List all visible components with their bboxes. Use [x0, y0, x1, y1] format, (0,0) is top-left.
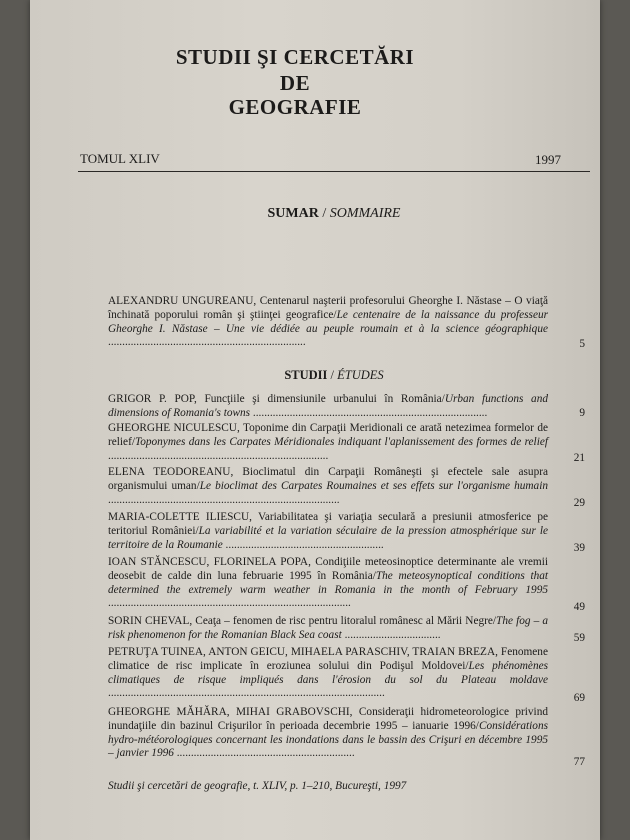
entry-authors: PETRUŢA TUINEA, ANTON GEICU, MIHAELA PARASCHIV, TRAIAN BREZA [108, 646, 496, 658]
entry-authors: SORIN CHEVAL [108, 615, 190, 627]
entry-title-ro: , Bioclimatul din Carpaţii Româneşti şi efectele sale asupra organismului uman/ [108, 466, 548, 492]
contents-heading [78, 206, 590, 222]
entry-title-ro: , Fenomene climatice de risc implicate în eroziunea solului din Podişul Moldovei/ [108, 646, 548, 672]
entry-authors: MARIA-COLETTE ILIESCU [108, 511, 250, 523]
entry-title-ro: , Consideraţii hidrometeorologice privind inundaţiile din bazinul Crişurilor în perioada decembrie 1995 – ianuarie 1996/ [108, 706, 548, 732]
footer-journal: Studii şi cercetări de geografie [108, 780, 248, 792]
entry-title-ro: , Toponime din Carpaţii Meridionali ce arată netezimea formelor de relief/ [108, 422, 548, 448]
entry-title-ro: , Centenarul naşterii profesorului Gheorghe I. Năstase – O viaţă închinată poporului român şi ştiinţei geografice/ [108, 295, 549, 321]
contents-heading-separator: / [318, 206, 330, 221]
studies-heading-fr: ÉTUDES [337, 368, 384, 382]
entry-page-number: 39 [573, 542, 585, 554]
entry-title-fr: Urban functions and dimensions of Romania's towns [108, 393, 548, 419]
year-label: 1997 [535, 152, 561, 167]
toc-entry [108, 466, 548, 507]
entry-page-number: 9 [579, 407, 585, 419]
entry-title-fr: Considérations hydro-météorologiques concernant les inondations dans le bassin des Crişuri en décembre 1995 – janvier 1996 [108, 719, 548, 760]
entry-leaders: .................................. [341, 628, 441, 641]
entry-title-ro: , Funcţiile şi dimensiunile urbanului în România/ [193, 393, 445, 405]
entry-leaders: ........................................................ [222, 538, 384, 551]
toc-entry [108, 511, 548, 552]
entry-leaders: ...................................................................................... [108, 597, 351, 610]
toc-entry [108, 422, 548, 463]
toc-entry [108, 706, 548, 761]
entry-page-number: 49 [573, 601, 585, 613]
entry-authors: GHEORGHE MĂHĂRA, MIHAI GRABOVSCHI [108, 706, 350, 718]
entry-authors: GHEORGHE NICULESCU [108, 422, 237, 434]
header-rule [78, 171, 590, 172]
journal-page [30, 0, 600, 840]
toc-entry [108, 646, 548, 701]
entry-authors: GRIGOR P. POP [108, 393, 194, 405]
entry-page-number: 59 [573, 632, 585, 644]
entry-title-ro: , Ceaţa – fenomen de risc pentru litoralul românesc al Mării Negre/ [189, 615, 497, 627]
toc-entry [108, 615, 548, 643]
toc-entry [108, 295, 548, 350]
entry-title-fr: The fog – a risk phenomenon for the Romanian Black Sea coast [108, 615, 549, 641]
toc-entry [108, 393, 548, 421]
entry-leaders: .................................................................................................. [108, 687, 385, 700]
footer-details: , t. XLIV, p. 1–210, Bucureşti, 1997 [247, 780, 407, 792]
entry-title-ro: , Variabilitatea şi variaţia seculară a presiunii atmosferice pe teritoriul României/ [108, 511, 548, 537]
entry-title-fr: Les phénomènes climatiques de risque impliqués dans l'érosion du sol du Plateau moldave [108, 659, 548, 686]
entry-title-fr: Toponymes dans les Carpates Méridionales indiquant l'aplanissement des formes de relief [134, 435, 548, 448]
entry-title-fr: The meteosynoptical conditions that determined the extremely warm weather in Romania in the month of February 1995 [108, 569, 549, 596]
journal-title-line1: STUDII ŞI CERCETĂRI [175, 45, 415, 69]
entry-leaders: ...................................................................... [108, 336, 306, 349]
entry-authors: ELENA TEODOREANU [108, 466, 231, 478]
entry-title-fr: Le centenaire de la naissance du professeur Gheorghe I. Năstase – Une vie dédiée au peuple roumain et à la science géographique [108, 308, 549, 335]
studies-heading-ro: STUDII [284, 368, 328, 382]
studies-heading-separator: / [327, 368, 338, 382]
studies-heading [78, 368, 590, 383]
entry-leaders: .............................................................................. [108, 449, 329, 462]
entry-page-number: 29 [573, 497, 585, 509]
entry-page-number: 77 [573, 756, 585, 768]
volume-label: TOMUL XLIV [80, 151, 160, 166]
entry-page-number: 21 [573, 452, 585, 464]
entry-page-number: 69 [573, 692, 585, 704]
entry-leaders: ............................................................... [173, 747, 355, 760]
contents-heading-ro: SUMAR [267, 206, 319, 221]
citation-footer [108, 780, 578, 792]
entry-leaders: .................................................................................. [108, 493, 340, 506]
journal-title-line2: DE [279, 71, 311, 95]
journal-title-line3: GEOGRAFIE [228, 95, 362, 119]
entry-authors: IOAN STĂNCESCU, FLORINELA POPA [108, 556, 309, 568]
entry-page-number: 5 [579, 338, 585, 350]
entry-title-ro: , Condiţiile meteosinoptice determinante ale vremii deosebit de calde din luna februarie 1995 în România/ [108, 556, 548, 582]
entry-authors: ALEXANDRU UNGUREANU [108, 295, 254, 307]
entry-title-fr: La variabilité et la variation séculaire de la pression atmosphérique sur le territoire de la Roumanie [108, 524, 548, 551]
entry-leaders: ................................................................................... [250, 406, 488, 419]
contents-heading-fr: SOMMAIRE [329, 206, 401, 221]
toc-entry [108, 556, 548, 611]
entry-title-fr: Le bioclimat des Carpates Roumaines et ses effets sur l'organisme humain [199, 479, 548, 492]
